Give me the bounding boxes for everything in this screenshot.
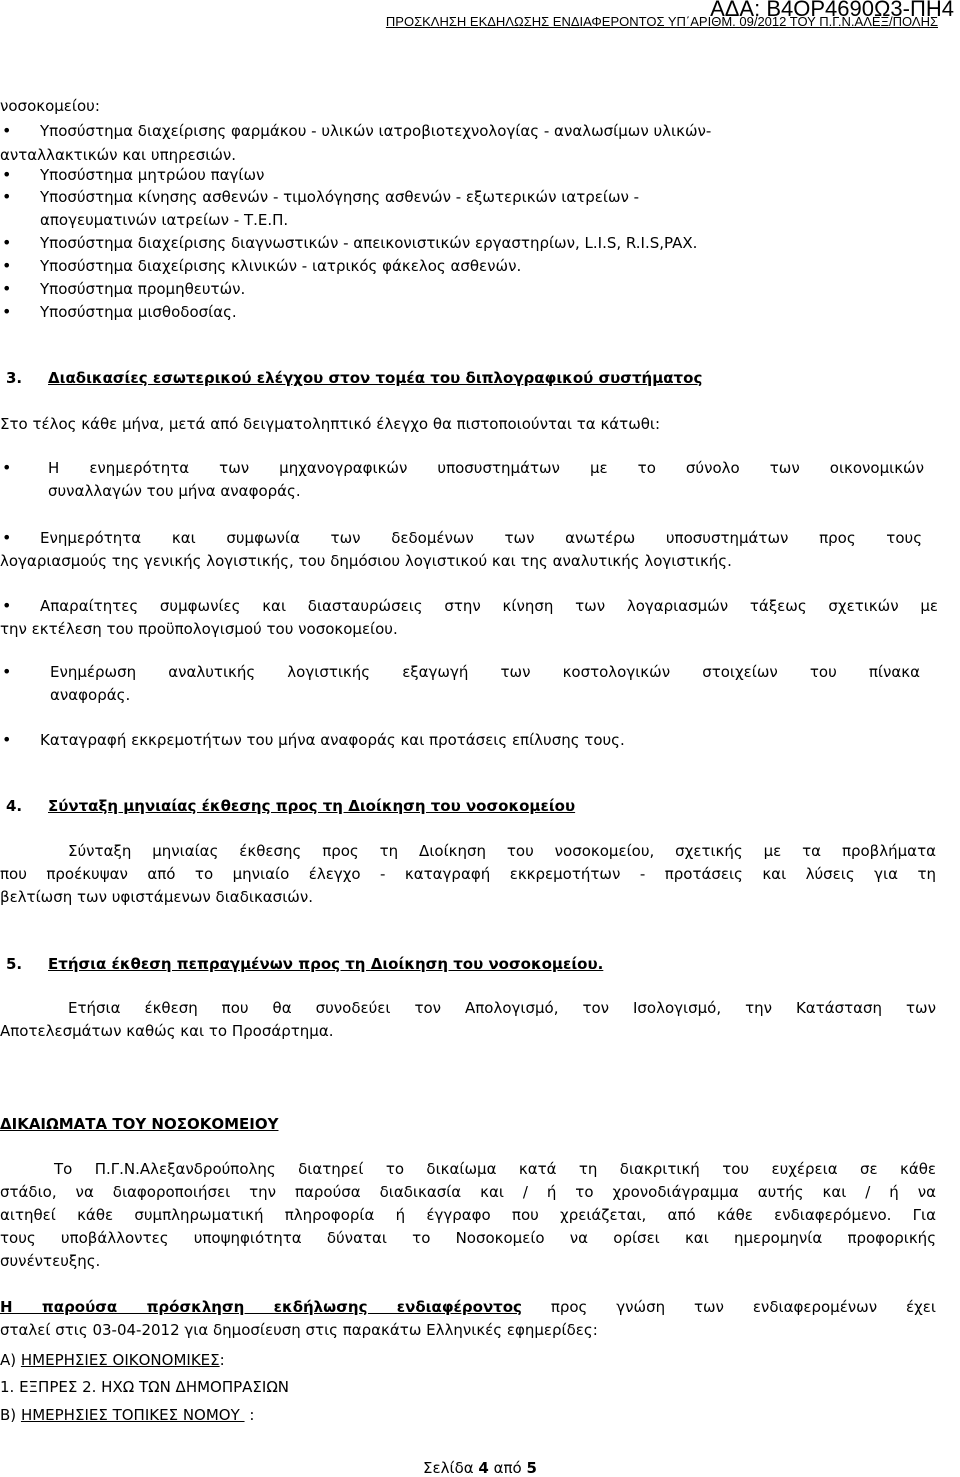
list-item-continuation: απογευματινών ιατρείων - Τ.Ε.Π. xyxy=(40,211,289,229)
paragraph-line: Ετήσια έκθεση που θα συνοδεύει τον Απολογισμό, τον Ισολογισμό, την Κατάσταση των xyxy=(68,999,936,1017)
announcement-line: σταλεί στις 03-04-2012 για δημοσίευση στις παρακάτω Ελληνικές εφημερίδες: xyxy=(0,1321,598,1339)
check-item: Ενημέρωση αναλυτικής λογιστικής εξαγωγή των κοστολογικών στοιχείων του πίνακα xyxy=(50,663,920,681)
bullet-icon: • xyxy=(2,458,12,477)
section-number: 4. xyxy=(6,797,23,815)
section-number: 5. xyxy=(6,955,23,973)
bullet-icon: • xyxy=(2,187,12,206)
announcement-rest: προς γνώση των ενδιαφερομένων έχει xyxy=(550,1298,936,1316)
page-total: 5 xyxy=(526,1459,537,1477)
paragraph-line: αιτηθεί κάθε συμπληρωματική πληροφορία ή έγγραφο που χρειάζεται, από κάθε ενδιαφερόμενο. Για xyxy=(0,1206,936,1224)
bullet-icon: • xyxy=(2,596,12,615)
list-item: Υποσύστημα προμηθευτών. xyxy=(40,280,246,298)
bullet-icon: • xyxy=(2,121,12,140)
announcement-bold: Η παρούσα πρόσκληση εκδήλωσης ενδιαφέροντος xyxy=(0,1298,522,1316)
paragraph-line: τους υποβάλλοντες υποψηφιότητα δύναται το Νοσοκομείο να ορίσει και ημερομηνία προφορικής xyxy=(0,1229,936,1247)
bullet-icon: • xyxy=(2,662,12,681)
bullet-icon: • xyxy=(2,730,12,749)
check-item: Η ενημερότητα των μηχανογραφικών υποσυστημάτων με το σύνολο των οικονομικών xyxy=(48,459,924,477)
check-item-continuation: συναλλαγών του μήνα αναφοράς. xyxy=(48,482,301,500)
list-item: Υποσύστημα μισθοδοσίας. xyxy=(40,303,237,321)
newspaper-list: 1. ΕΞΠΡΕΣ 2. ΗΧΩ ΤΩΝ ΔΗΜΟΠΡΑΣΙΩΝ xyxy=(0,1378,290,1396)
bullet-icon: • xyxy=(2,233,12,252)
section-number: 3. xyxy=(6,369,23,387)
page-footer: Σελίδα 4 από 5 xyxy=(423,1459,537,1477)
check-item: Καταγραφή εκκρεμοτήτων του μήνα αναφοράς και προτάσεις επίλυσης τους. xyxy=(40,731,625,749)
paragraph-line: βελτίωση των υφιστάμενων διαδικασιών. xyxy=(0,888,313,906)
bullet-icon: • xyxy=(2,256,12,275)
paragraph-line: Το Π.Γ.Ν.Αλεξανδρούπολης διατηρεί το δικαίωμα κατά τη διακριτική του ευχέρεια σε κάθε xyxy=(54,1160,936,1178)
newspaper-category-a: Α) ΗΜΕΡΗΣΙΕΣ ΟΙΚΟΝΟΜΙΚΕΣ: xyxy=(0,1351,225,1369)
check-item: Ενημερότητα και συμφωνία των δεδομένων των ανωτέρω υποσυστημάτων προς τους xyxy=(40,529,922,547)
check-item: Απαραίτητες συμφωνίες και διασταυρώσεις στην κίνηση των λογαριασμών τάξεως σχετικών με xyxy=(40,597,938,615)
section-title: Ετήσια έκθεση πεπραγμένων προς τη Διοίκηση του νοσοκομείου. xyxy=(48,955,604,973)
paragraph-line: συνέντευξης. xyxy=(0,1252,101,1270)
intro-text: νοσοκομείου: xyxy=(0,97,100,115)
list-item: Υποσύστημα διαχείρισης διαγνωστικών - απεικονιστικών εργαστηρίων, L.I.S, R.I.S,PAX. xyxy=(40,234,698,252)
bullet-icon: • xyxy=(2,302,12,321)
list-item: Υποσύστημα διαχείρισης φαρμάκου - υλικών ιατροβιοτεχνολογίας - αναλωσίμων υλικών- xyxy=(40,122,712,140)
list-item: Υποσύστημα μητρώου παγίων xyxy=(40,166,265,184)
announcement-line xyxy=(0,1297,936,1317)
ada-code: ΑΔΑ: Β4ΟΡ4690Ω3-ΠΗ4 xyxy=(710,0,954,21)
paragraph-line: Αποτελεσμάτων καθώς και το Προσάρτημα. xyxy=(0,1022,334,1040)
bullet-icon: • xyxy=(2,279,12,298)
check-item-continuation: την εκτέλεση του προϋπολογισμού του νοσοκομείου. xyxy=(0,620,398,638)
document-header-title: ΠΡΟΣΚΛΗΣΗ ΕΚΔΗΛΩΣΗΣ ΕΝΔΙΑΦΕΡΟΝΤΟΣ ΥΠ΄ΑΡΙΘΜ. 09/2012 ΤΟΥ Π.Γ.Ν.ΑΛΕΞ/ΠΟΛΗΣ xyxy=(385,14,938,29)
paragraph-line: στάδιο, να διαφοροποιήσει την παρούσα διαδικασία και / ή το χρονοδιάγραμμα αυτής και / ή να xyxy=(0,1183,936,1201)
page-number: 4 xyxy=(478,1459,489,1477)
section-title: Διαδικασίες εσωτερικού ελέγχου στον τομέα του διπλογραφικού συστήματος xyxy=(48,369,703,387)
list-item: Υποσύστημα κίνησης ασθενών - τιμολόγησης ασθενών - εξωτερικών ιατρείων - xyxy=(40,188,640,206)
section-intro: Στο τέλος κάθε μήνα, μετά από δειγματοληπτικό έλεγχο θα πιστοποιούνται τα κάτωθι: xyxy=(0,415,661,433)
list-item-continuation: ανταλλακτικών και υπηρεσιών. xyxy=(0,146,237,164)
bullet-icon: • xyxy=(2,165,12,184)
paragraph-line: Σύνταξη μηνιαίας έκθεσης προς τη Διοίκηση του νοσοκομείου, σχετικής με τα προβλήματα xyxy=(68,842,936,860)
newspaper-category-b: Β) ΗΜΕΡΗΣΙΕΣ ΤΟΠΙΚΕΣ ΝΟΜΟΥ : xyxy=(0,1406,255,1424)
list-item: Υποσύστημα διαχείρισης κλινικών - ιατρικός φάκελος ασθενών. xyxy=(40,257,522,275)
bullet-icon: • xyxy=(2,528,12,547)
paragraph-line: που προέκυψαν από το μηνιαίο έλεγχο - καταγραφή εκκρεμοτήτων - προτάσεις και λύσεις για τη xyxy=(0,865,936,883)
section-title: Σύνταξη μηνιαίας έκθεσης προς τη Διοίκηση του νοσοκομείου xyxy=(48,797,576,815)
check-item-continuation: λογαριασμούς της γενικής λογιστικής, του δημόσιου λογιστικού και της αναλυτικής λογιστικής. xyxy=(0,552,732,570)
rights-heading: ΔΙΚΑΙΩΜΑΤΑ ΤΟΥ ΝΟΣΟΚΟΜΕΙΟΥ xyxy=(0,1115,279,1133)
check-item-continuation: αναφοράς. xyxy=(50,686,131,704)
